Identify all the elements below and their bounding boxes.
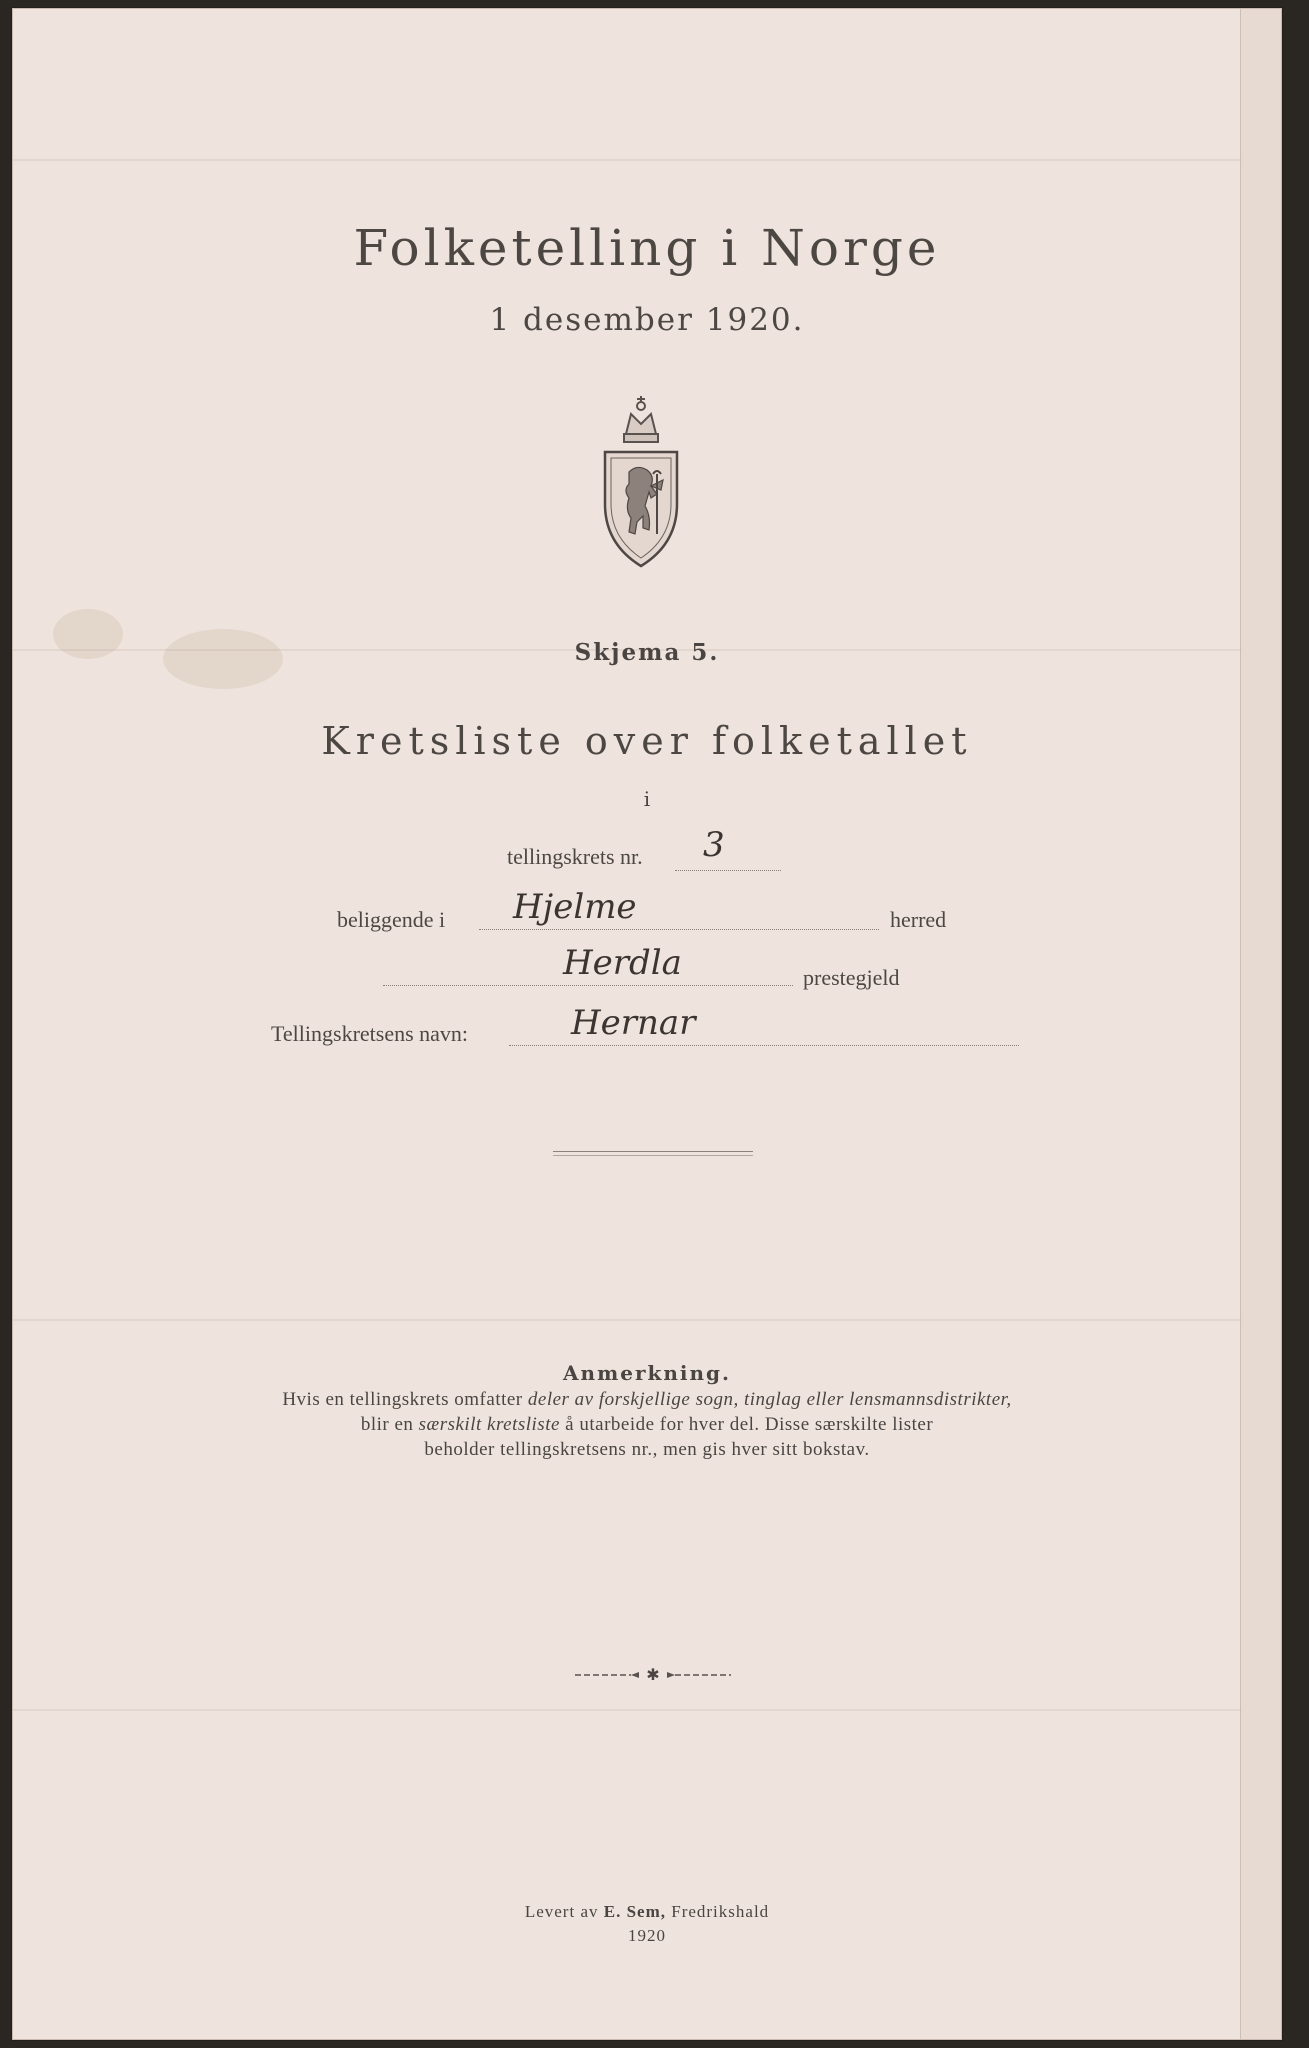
krets-number-handwritten: 3 xyxy=(703,825,725,865)
list-title-preposition: i xyxy=(643,787,651,811)
divider-rule xyxy=(553,1151,753,1152)
norwegian-coat-of-arms-icon xyxy=(591,394,691,574)
svg-text:✱: ✱ xyxy=(646,1665,660,1684)
printer-credit xyxy=(13,1902,1281,1922)
note-line-2-emphasis: særskilt kretsliste xyxy=(418,1414,560,1435)
ornament-divider-icon xyxy=(573,1665,733,1685)
note-line-1 xyxy=(13,1389,1281,1411)
note-line-1-text: Hvis en tellingskrets omfatter xyxy=(282,1389,528,1410)
navn-value-handwritten: Hernar xyxy=(571,1003,696,1043)
fold-line xyxy=(13,1319,1241,1321)
prestegjeld-dotted-line xyxy=(383,985,793,986)
census-date: 1 desember 1920. xyxy=(489,302,805,338)
note-line-3: beholder tellingskretsens nr., men gis hver sitt bokstav. xyxy=(424,1439,870,1460)
fold-line xyxy=(13,1709,1241,1711)
krets-dotted-line xyxy=(675,870,781,871)
note-line-2 xyxy=(13,1414,1281,1436)
herred-label: herred xyxy=(890,907,947,932)
note-heading: Anmerkning. xyxy=(563,1361,731,1385)
krets-label: tellingskrets nr. xyxy=(507,844,643,869)
prestegjeld-value-handwritten: Herdla xyxy=(563,943,682,983)
printer-year: 1920 xyxy=(628,1926,666,1945)
printer-city: Fredrikshald xyxy=(665,1902,770,1921)
navn-dotted-line xyxy=(509,1045,1019,1046)
divider-rule xyxy=(553,1155,753,1156)
beliggende-label: beliggende i xyxy=(337,907,446,932)
navn-label: Tellingskretsens navn: xyxy=(271,1021,469,1046)
schema-label: Skjema 5. xyxy=(574,639,720,666)
note-line-2-text: blir en xyxy=(360,1414,419,1435)
list-title: Kretsliste over folketallet xyxy=(321,719,973,763)
document-page xyxy=(12,8,1282,2040)
printer-prefix: Levert av xyxy=(524,1902,604,1921)
note-line-1-emphasis: deler av forskjellige sogn, tinglag eller lensmannsdistrikter, xyxy=(527,1389,1012,1410)
note-line-2-text-end: å utarbeide for hver del. Disse særskilte lister xyxy=(559,1414,934,1435)
printer-name: E. Sem, xyxy=(603,1902,666,1921)
prestegjeld-label: prestegjeld xyxy=(803,965,900,990)
herred-value-handwritten: Hjelme xyxy=(513,887,637,927)
fold-line xyxy=(13,159,1241,161)
page-title: Folketelling i Norge xyxy=(353,219,941,277)
herred-dotted-line xyxy=(479,929,879,930)
